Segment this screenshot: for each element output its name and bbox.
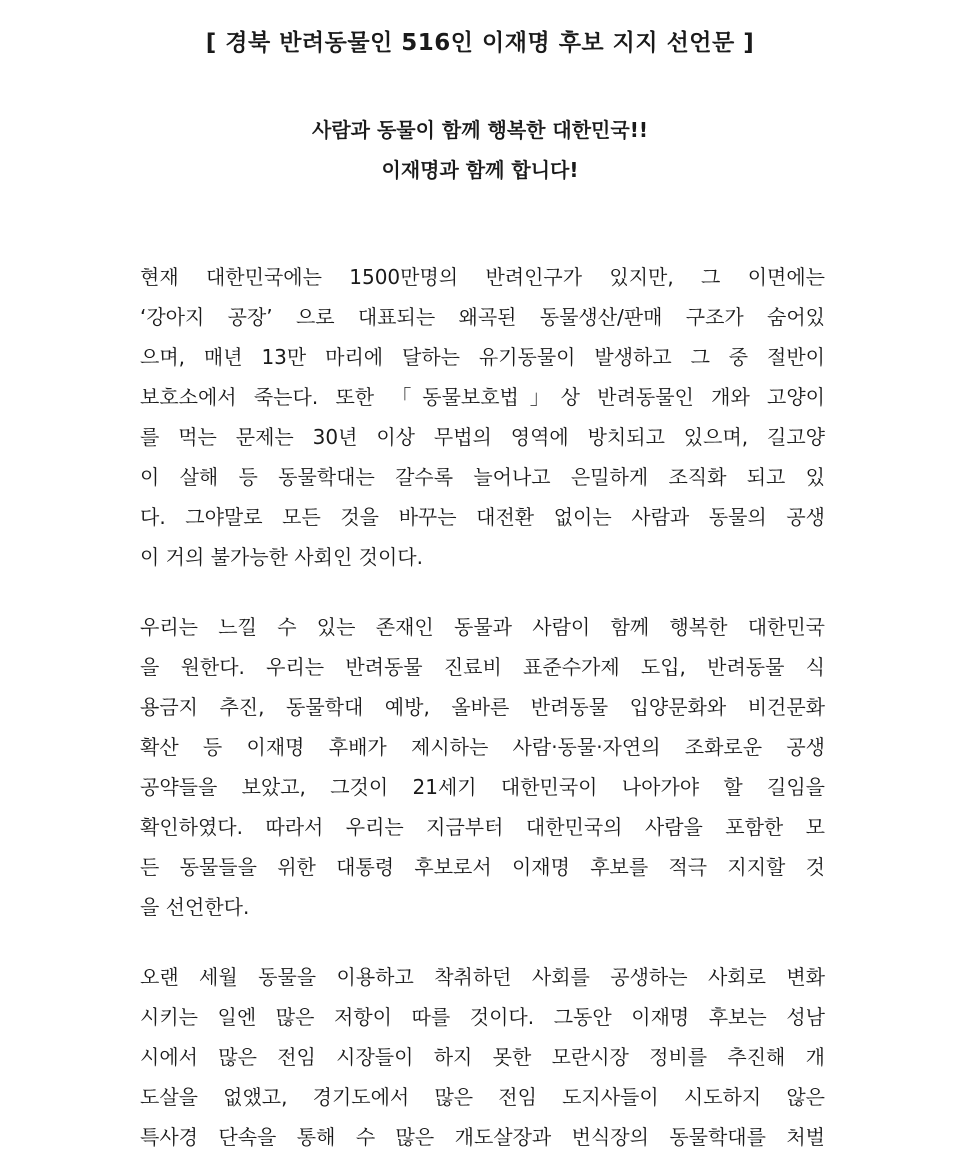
- paragraph-3-line: 시키는 일엔 많은 저항이 따를 것이다. 그동안 이재명 후보는 성남: [140, 1005, 825, 1029]
- paragraph-1-line: 보호소에서 죽는다. 또한 「동물보호법」상 반려동물인 개와 고양이: [140, 385, 825, 409]
- paragraph-1-line: 현재 대한민국에는 1500만명의 반려인구가 있지만, 그 이면에는: [140, 265, 825, 289]
- paragraph-3-line: 특사경 단속을 통해 수 많은 개도살장과 번식장의 동물학대를 처벌: [140, 1125, 825, 1149]
- paragraph-3-line: 오랜 세월 동물을 이용하고 착취하던 사회를 공생하는 사회로 변화: [140, 965, 825, 989]
- paragraph-2-line: 공약들을 보았고, 그것이 21세기 대한민국이 나아가야 할 길임을: [140, 775, 825, 799]
- paragraph-2-line: 든 동물들을 위한 대통령 후보로서 이재명 후보를 적극 지지할 것: [140, 855, 825, 879]
- paragraph-1-line: 이 살해 등 동물학대는 갈수록 늘어나고 은밀하게 조직화 되고 있: [140, 465, 825, 489]
- paragraph-1-line: 를 먹는 문제는 30년 이상 무법의 영역에 방치되고 있으며, 길고양: [140, 425, 825, 449]
- paragraph-3-line: 시에서 많은 전임 시장들이 하지 못한 모란시장 정비를 추진해 개: [140, 1045, 825, 1069]
- paragraph-2-line: 을 원한다. 우리는 반려동물 진료비 표준수가제 도입, 반려동물 식: [140, 655, 825, 679]
- subtitle-line-1: 사람과 동물이 함께 행복한 대한민국!!: [312, 118, 648, 142]
- paragraph-1-line: 으며, 매년 13만 마리에 달하는 유기동물이 발생하고 그 중 절반이: [140, 345, 825, 369]
- paragraph-3-line: 도살을 없앴고, 경기도에서 많은 전임 도지사들이 시도하지 않은: [140, 1085, 825, 1109]
- paragraph-1-line: 이 거의 불가능한 사회인 것이다.: [140, 545, 423, 569]
- paragraph-2-line: 확인하였다. 따라서 우리는 지금부터 대한민국의 사람을 포함한 모: [140, 815, 825, 839]
- paragraph-2-line: 확산 등 이재명 후배가 제시하는 사람·동물·자연의 조화로운 공생: [140, 735, 825, 759]
- paragraph-2-line: 용금지 추진, 동물학대 예방, 올바른 반려동물 입양문화와 비건문화: [140, 695, 825, 719]
- paragraph-1-line: ‘강아지 공장’ 으로 대표되는 왜곡된 동물생산/판매 구조가 숨어있: [140, 305, 825, 329]
- subtitle-line-2: 이재명과 함께 합니다!: [381, 158, 579, 182]
- document-title: [ 경북 반려동물인 516인 이재명 후보 지지 선언문 ]: [205, 30, 755, 56]
- paragraph-1-line: 다. 그야말로 모든 것을 바꾸는 대전환 없이는 사람과 동물의 공생: [140, 505, 825, 529]
- paragraph-2-line: 우리는 느낄 수 있는 존재인 동물과 사람이 함께 행복한 대한민국: [140, 615, 825, 639]
- paragraph-2-line: 을 선언한다.: [140, 895, 250, 919]
